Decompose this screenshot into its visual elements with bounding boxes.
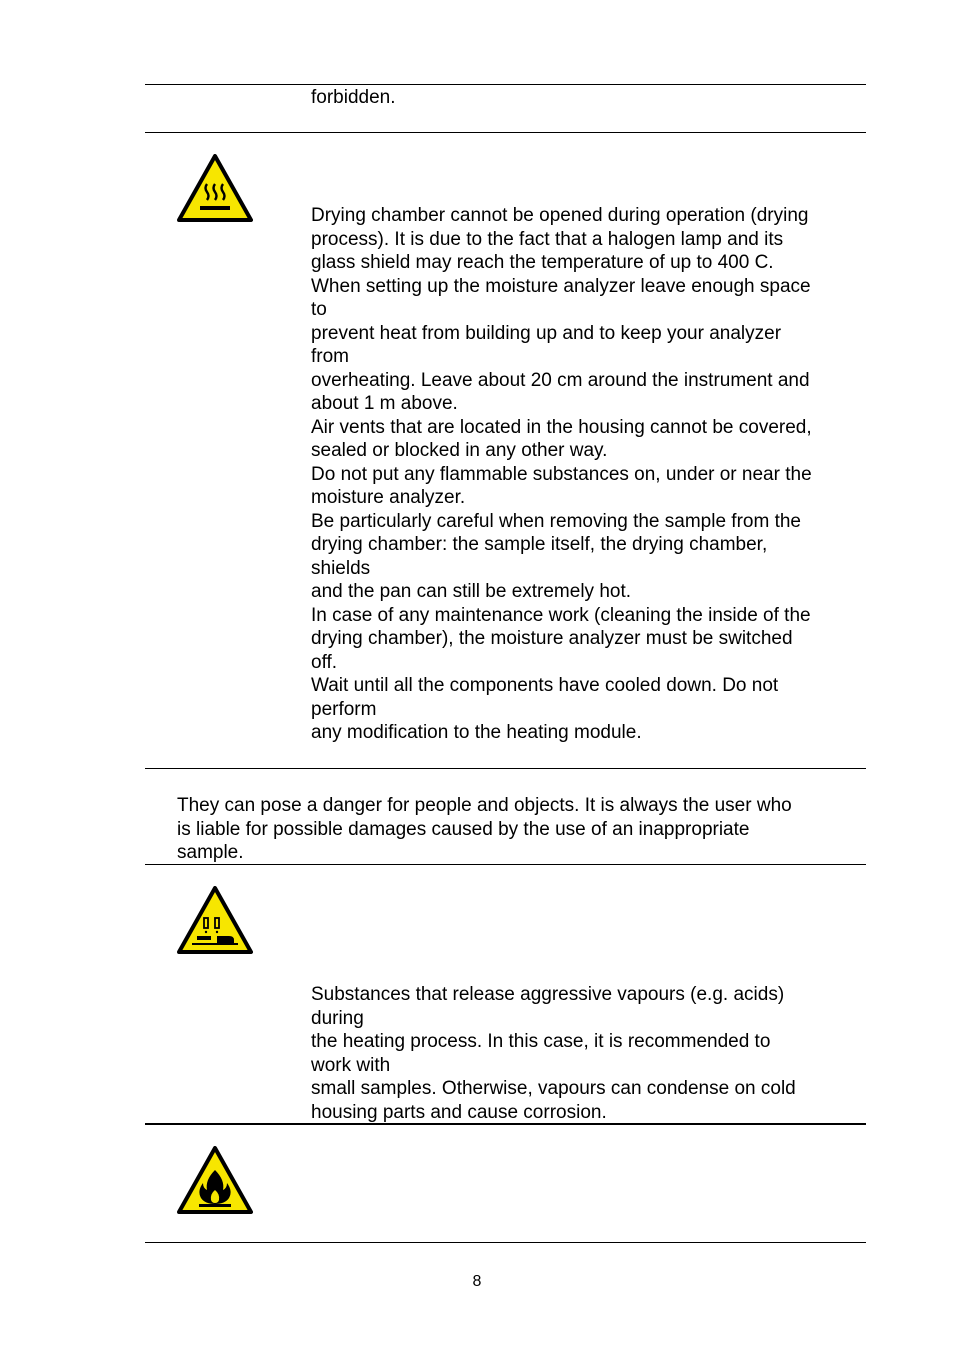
flammable-warning-icon [177,1146,253,1214]
divider [145,768,866,769]
corrosive-warning-icon [177,886,253,954]
top-text: forbidden. [311,87,396,108]
divider [145,132,866,133]
divider [145,1242,866,1243]
divider [145,84,866,85]
page-number: 8 [472,1273,482,1290]
sample-note-text: They can pose a danger for people and objects. It is always the user who is liable for possible damages caused by the use of an inappropriate sample. [177,795,792,863]
hot-surface-text: Drying chamber cannot be opened during operation (drying process). It is due to the fact that a halogen lamp and its glass shield may reach the temperature of up to 400 C. When setting up the moisture analyzer leave enough space to prevent heat from building up and to keep your analyzer from overheating. Leave about 20 cm around the instrument and about 1 m above. Air vents that are located in the housing cannot be covered, sealed or blocked in any other way. Do not put any flammable substances on, under or near the moisture analyzer. Be particularly careful when removing the sample from the drying chamber: the sample itself, the drying chamber, shields and the pan can still be extremely hot. In case of any maintenance work (cleaning the inside of the drying chamber), the moisture analyzer must be switched off. Wait until all the components have cooled down. Do not perform any modification to the heating module. [311,205,812,743]
corrosive-text: Substances that release aggressive vapours (e.g. acids) during the heating process. In this case, it is recommended to work with small samples. Otherwise, vapours can condense on cold housing parts and cause corrosion. [311,984,796,1123]
hot-surface-warning-icon [177,154,253,222]
